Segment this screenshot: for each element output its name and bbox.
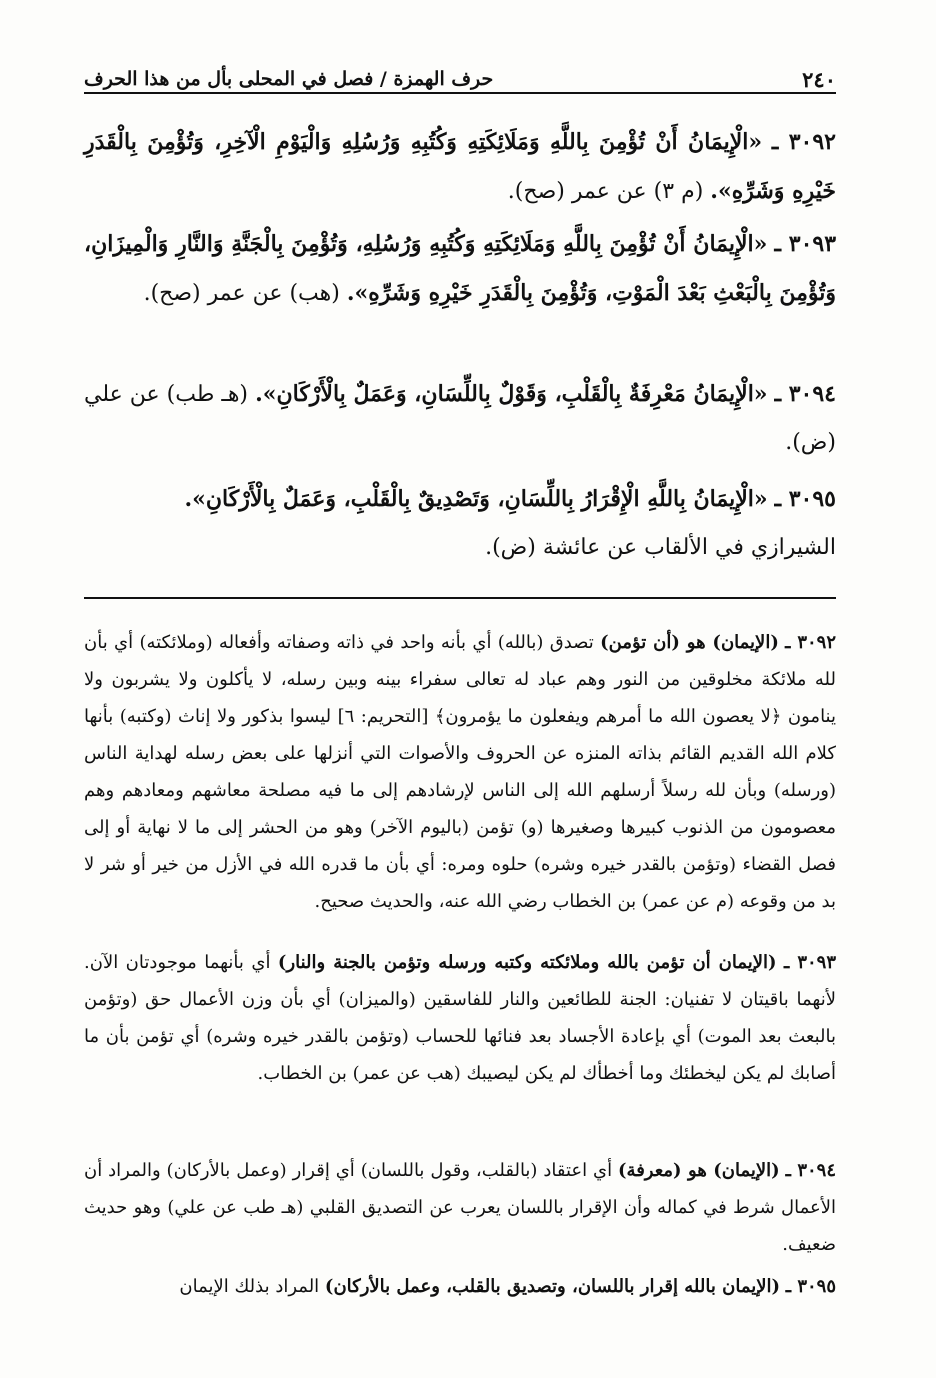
commentary-text: تصدق (بالله) أي بأنه واحد في ذاته وصفاته وأفعاله (وملائكته) أي بأن لله ملائكة مخلوقين من النور وهم عباد له تعالى سفراء بينه وبين رسله، لا يأكلون ولا يشربون ولا ينامون ﴿لا يعصون الله ما أمرهم ويفعلون ما يؤمرون﴾ [التحريم: ٦] ليسوا بذكور ولا إناث (وكتبه) بأنها كلام الله القديم القائم بذاته المنزه عن الحروف والأصوات التي أنزلها على بعض رسله لهداية الناس (ورسله) وبأن لله رسلاً أرسلهم الله إلى الناس لإرشادهم إلى ما فيه مصلحة معاشهم ومعادهم وهم معصومون من الذنوب كبيرها وصغيرها (و) تؤمن (باليوم الآخر) وهو من الحشر إلى ما لا نهاية أو إلى فصل القضاء (وتؤمن بالقدر خيره وشره) حلوه ومره: أي بأن ما قدره الله في الأزل من خير أو شر لا بد من وقوعه (م عن عمر) بن الخطاب رضي الله عنه، والحديث صحيح. [84, 632, 836, 912]
commentary-head: (الإيمان) هو (أن تؤمن) [600, 632, 779, 653]
hadith-text: «الْإِيمَانُ أَنْ تُؤْمِنَ بِاللَّهِ وَمَلَائِكَتِهِ وَكُتُبِهِ وَرُسُلِهِ وَالْيَوْمِ الْآخِرِ، وَتُؤْمِنَ بِالْقَدَرِ خَيْرِهِ وَشَرِّهِ». [84, 129, 836, 204]
commentary-number: ٣٠٩٢ ـ [785, 632, 836, 653]
commentary-head: (الإيمان) هو (معرفة) [618, 1160, 780, 1181]
commentary-head: (الإيمان بالله إقرار باللسان، وتصديق بالقلب، وعمل بالأركان) [324, 1276, 781, 1297]
hadith-entry [84, 118, 836, 216]
hadith-source: (هـ طب) عن علي (ض). [84, 382, 836, 455]
footnote-divider [84, 597, 836, 599]
hadith-text: «الْإِيمَانُ مَعْرِفَةٌ بِالْقَلْبِ، وَقَوْلٌ بِاللِّسَانِ، وَعَمَلٌ بِالْأَرْكَانِ». [255, 381, 768, 407]
hadith-number: ٣٠٩٣ ـ [774, 231, 837, 257]
commentary-entry [84, 1152, 836, 1263]
commentary-number: ٣٠٩٥ ـ [785, 1276, 836, 1297]
hadith-source: (هب) عن عمر (صح). [143, 281, 340, 306]
hadith-entry [84, 475, 836, 572]
hadith-number: ٣٠٩٢ ـ [771, 129, 836, 155]
commentary-head: (الإيمان أن تؤمن بالله وملائكته وكتبه ورسله وتؤمن بالجنة والنار) [277, 952, 777, 973]
commentary-number: ٣٠٩٤ ـ [785, 1160, 836, 1181]
commentary-entry [84, 944, 836, 1092]
commentary-text: أي بأنهما موجودتان الآن. لأنهما باقيتان لا تفنيان: الجنة للطائعين والنار للفاسقين (والميزان) أي بأن وزن الأعمال حق (وتؤمن بالبعث بعد الموت) أي بإعادة الأجساد بعد فنائها للحساب (وتؤمن بالقدر خيره وشره) أي تؤمن بأن ما أصابك لم يكن ليخطئك وما أخطأك لم يكن ليصيبك (هب عن عمر) بن الخطاب. [84, 952, 836, 1084]
hadith-entry [84, 220, 836, 318]
page-number: ٢٤٠ [802, 67, 836, 92]
commentary-text: المراد بذلك الإيمان [179, 1276, 320, 1297]
page-header [84, 60, 836, 94]
hadith-number: ٣٠٩٤ ـ [774, 381, 836, 407]
commentary-number: ٣٠٩٣ ـ [784, 952, 836, 973]
hadith-text: «الْإِيمَانُ بِاللَّهِ الْإِقْرَارُ بِاللِّسَانِ، وَتَصْدِيقٌ بِالْقَلْبِ، وَعَمَلٌ بِالْأَرْكَانِ». [184, 486, 768, 512]
hadith-source: (م ٣) عن عمر (صح). [507, 179, 704, 204]
hadith-text: «الْإِيمَانُ أَنْ تُؤْمِنَ بِاللَّهِ وَمَلَائِكَتِهِ وَكُتُبِهِ وَرُسُلِهِ، وَتُؤْمِنَ بِالْجَنَّةِ وَالنَّارِ وَالْمِيزَانِ، وَتُؤْمِنَ بِالْبَعْثِ بَعْدَ الْمَوْتِ، وَتُؤْمِنَ بِالْقَدَرِ خَيْرِهِ وَشَرِّهِ». [84, 231, 836, 306]
commentary-entry [84, 624, 836, 920]
running-title: حرف الهمزة / فصل في المحلى بأل من هذا الحرف [84, 68, 494, 90]
hadith-number: ٣٠٩٥ ـ [774, 486, 836, 512]
commentary-entry [84, 1268, 836, 1305]
commentary-text: أي اعتقاد (بالقلب، وقول باللسان) أي إقرار (وعمل بالأركان) والمراد أن الأعمال شرط في كماله وأن الإقرار باللسان يعرب عن التصديق القلبي (هـ طب عن علي) وهو حديث ضعيف. [84, 1160, 836, 1255]
hadith-source: الشيرازي في الألقاب عن عائشة (ض). [485, 535, 836, 560]
hadith-entry [84, 370, 836, 467]
